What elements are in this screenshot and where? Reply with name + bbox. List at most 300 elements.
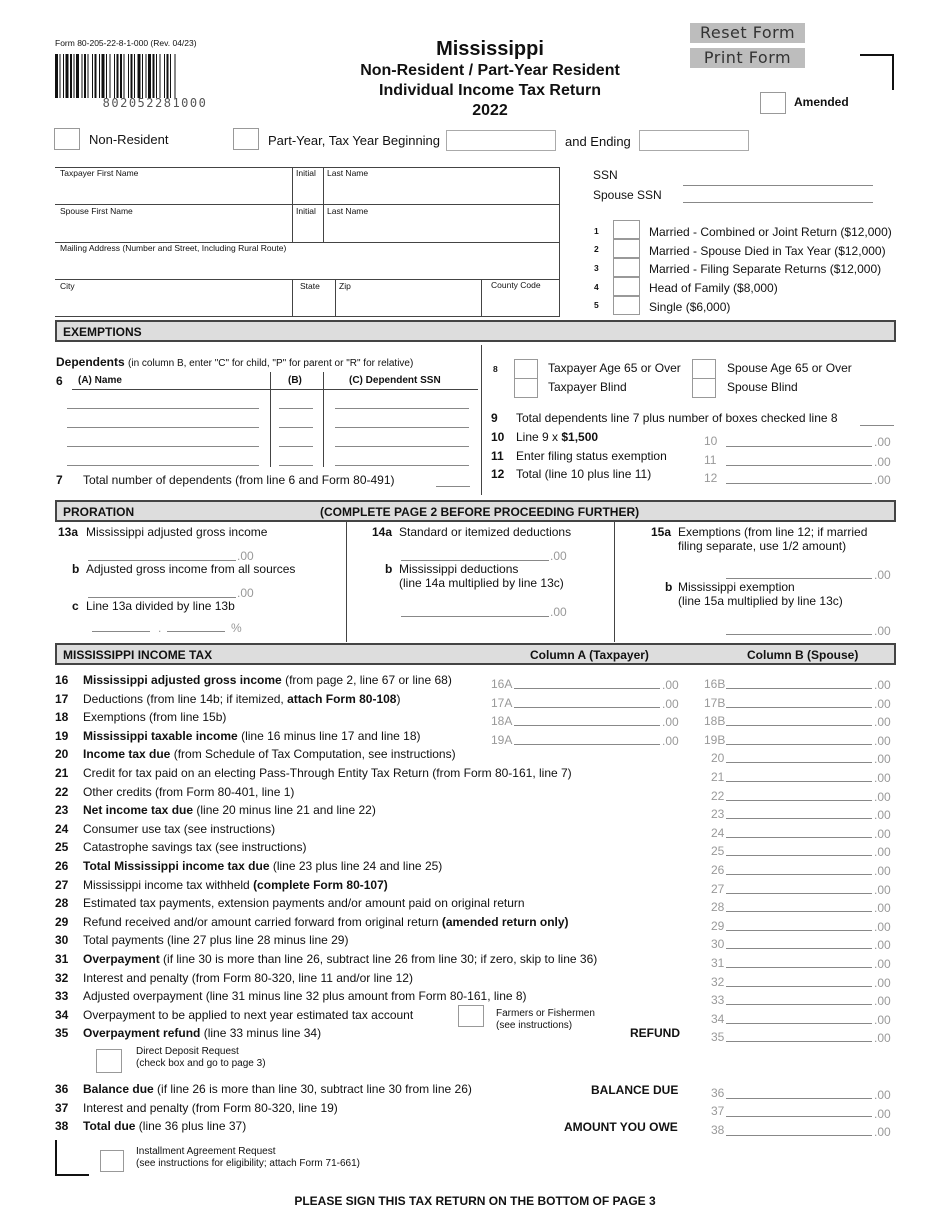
line-20-label (83, 747, 456, 761)
sign-notice: PLEASE SIGN THIS TAX RETURN ON THE BOTTOM OF PAGE 3 (294, 1194, 656, 1208)
filing-status-3-checkbox[interactable] (613, 258, 640, 277)
line-15b-label-1: Mississippi exemption (678, 580, 795, 594)
non-resident-label: Non-Resident (89, 132, 169, 147)
line-12-num: 12 (491, 467, 505, 481)
line-32-num: 32 (55, 971, 69, 985)
line-31-input[interactable] (726, 953, 872, 968)
line-24-input[interactable] (726, 823, 872, 838)
line-12-cents: .00 (874, 473, 891, 487)
line-11-field-label: 11 (704, 453, 717, 467)
line-27-field-label: 27 (711, 882, 725, 896)
line-31-label (83, 952, 597, 966)
line-13c-whole-input[interactable] (92, 617, 150, 632)
dep-4-name-input[interactable] (67, 449, 259, 466)
dependents-label-row (56, 355, 413, 369)
line-36-label-bold: Balance due (83, 1082, 154, 1096)
filing-status-num-3: 3 (594, 263, 599, 273)
line-38-num: 38 (55, 1119, 69, 1133)
line-19b-cents: .00 (874, 734, 891, 748)
line-35-label-bold: Overpayment refund (83, 1026, 201, 1040)
line-20-label-bold: Income tax due (83, 747, 171, 761)
line-34-num: 34 (55, 1008, 69, 1022)
filing-status-num-5: 5 (594, 300, 599, 310)
line-15b-input[interactable] (726, 620, 872, 635)
line-19b-input[interactable] (726, 730, 872, 745)
line-14b-label-1: Mississippi deductions (399, 562, 519, 576)
line-15b-label-2: (line 15a multiplied by line 13c) (678, 594, 843, 608)
line-37-label: Interest and penalty (from Form 80-320, line 19) (83, 1101, 338, 1115)
line-11-label: Enter filing status exemption (516, 449, 667, 463)
line-22-field-label: 22 (711, 789, 725, 803)
line-32-cents: .00 (874, 976, 891, 990)
line-31-label-bold: Overpayment (83, 952, 160, 966)
taxpayer-first-name-input[interactable] (58, 180, 290, 202)
city-input[interactable] (58, 293, 290, 315)
line-10-num: 10 (491, 430, 505, 444)
line-26-label-bold: Total Mississippi income tax due (83, 859, 270, 873)
line-22-input[interactable] (726, 786, 872, 801)
direct-deposit-label-2: (check box and go to page 3) (136, 1058, 266, 1069)
line-15a-cents: .00 (874, 568, 891, 582)
line-25-input[interactable] (726, 841, 872, 856)
direct-deposit-label (136, 1046, 266, 1070)
filing-status-4-label: Head of Family ($8,000) (649, 281, 778, 295)
line-12-label: Total (line 10 plus line 11) (516, 467, 652, 481)
spouse-65-label: Spouse Age 65 or Over (727, 361, 852, 375)
direct-deposit-checkbox[interactable] (96, 1049, 122, 1073)
line-33-label (83, 989, 527, 1003)
spouse-initial-label: Initial (296, 206, 316, 216)
state-label: State (300, 281, 320, 291)
line-13a-num: 13a (58, 525, 79, 539)
line-26-num: 26 (55, 859, 69, 873)
taxpayer-first-name-label: Taxpayer First Name (60, 168, 139, 178)
line-35-label-text: (line 33 minus line 34) (200, 1026, 322, 1040)
line-28-input[interactable] (726, 897, 872, 912)
line-18a-input[interactable] (514, 711, 660, 726)
spouse-ssn-input[interactable] (683, 184, 873, 203)
reset-form-button[interactable]: Reset Form (690, 23, 805, 43)
line-30-label-text: Total payments (line 27 plus line 28 minus line 29) (83, 933, 349, 947)
line-36-input[interactable] (726, 1084, 872, 1099)
line-15a-input[interactable] (726, 564, 872, 579)
amended-checkbox[interactable] (760, 92, 786, 114)
line-29-cents: .00 (874, 920, 891, 934)
line-36-field-label: 36 (711, 1086, 725, 1100)
line-13a-input[interactable] (88, 546, 236, 561)
line-6-num: 6 (56, 374, 63, 388)
dependents-label: Dependents (56, 355, 125, 369)
line-18b-field-label: 18B (704, 714, 726, 728)
dep-3-name-input[interactable] (67, 430, 259, 447)
line-15a-label-2: filing separate, use 1/2 amount) (678, 539, 847, 553)
line-28-label-text: Estimated tax payments, extension payments and/or amount paid on original return (83, 896, 525, 910)
farmers-label-1: Farmers or Fishermen (496, 1008, 595, 1019)
line-18a-cents: .00 (662, 715, 679, 729)
part-year-checkbox[interactable] (233, 128, 259, 150)
dep-1-relation-input[interactable] (279, 392, 313, 409)
line-30-input[interactable] (726, 934, 872, 949)
line-13a-cents: .00 (237, 549, 254, 563)
line-15b-label (678, 580, 843, 608)
line-37-input[interactable] (726, 1102, 872, 1117)
tax-year-beginning-input[interactable] (446, 130, 556, 151)
taxpayer-blind-label: Taxpayer Blind (548, 380, 627, 394)
line-22-cents: .00 (874, 790, 891, 804)
line-36-cents: .00 (874, 1088, 891, 1102)
amount-you-owe-label: AMOUNT YOU OWE (564, 1120, 678, 1134)
filing-status-1-checkbox[interactable] (613, 220, 640, 239)
line-13a-label: Mississippi adjusted gross income (86, 525, 268, 539)
line-21-input[interactable] (726, 767, 872, 782)
line-23-cents: .00 (874, 808, 891, 822)
line-14a-input[interactable] (401, 546, 549, 561)
line-25-field-label: 25 (711, 844, 725, 858)
line-19-label (83, 729, 421, 743)
line-20-label-text: (from Schedule of Tax Computation, see instructions) (170, 747, 456, 761)
exemptions-header: EXEMPTIONS (55, 320, 896, 342)
line-19-label-bold: Mississippi taxable income (83, 729, 238, 743)
dep-2-relation-input[interactable] (279, 411, 313, 428)
line-17b-input[interactable] (726, 693, 872, 708)
line-24-num: 24 (55, 822, 69, 836)
line-18-label (83, 710, 226, 724)
line-28-field-label: 28 (711, 900, 725, 914)
line-22-label (83, 785, 294, 799)
dep-2-ssn-input[interactable] (335, 411, 469, 428)
taxpayer-65-checkbox[interactable] (514, 359, 538, 379)
line-20-input[interactable] (726, 748, 872, 763)
line-34-cents: .00 (874, 1013, 891, 1027)
line-16a-cents: .00 (662, 678, 679, 692)
line-38-cents: .00 (874, 1125, 891, 1139)
line-26-input[interactable] (726, 860, 872, 875)
refund-label: REFUND (630, 1026, 680, 1040)
line-11-input[interactable] (726, 451, 872, 466)
farmers-checkbox[interactable] (458, 1005, 484, 1027)
column-b-header: Column B (Spouse) (747, 648, 859, 662)
line-14b-cents: .00 (550, 605, 567, 619)
line-18-label-text: Exemptions (from line 15b) (83, 710, 227, 724)
line-16-label-text: (from page 2, line 67 or line 68) (281, 673, 452, 687)
line-24-label (83, 822, 275, 836)
farmers-label-2: (see instructions) (496, 1020, 573, 1031)
taxpayer-initial-label: Initial (296, 168, 316, 178)
installment-agreement-checkbox[interactable] (100, 1150, 124, 1172)
line-9-num: 9 (491, 411, 498, 425)
dependents-note: (in column B, enter "C" for child, "P" for parent or "R" for relative) (128, 358, 414, 369)
form-title-line3: Individual Income Tax Return (379, 82, 601, 99)
installment-agreement-label (136, 1146, 360, 1170)
line-16-num: 16 (55, 673, 69, 687)
line-31-field-label: 31 (711, 956, 725, 970)
line-15b-cents: .00 (874, 624, 891, 638)
dep-col-b-header: (B) (288, 375, 302, 386)
line-35-cents: .00 (874, 1031, 891, 1045)
line-17-label-pre: Deductions (from line 14b; if itemized, (83, 692, 288, 706)
line-29-label (83, 915, 569, 929)
line-38-label (83, 1119, 246, 1133)
line-10-label-amount: $1,500 (561, 430, 599, 444)
spouse-65-checkbox[interactable] (692, 359, 716, 379)
mailing-address-label: Mailing Address (Number and Street, Including Rural Route) (60, 243, 287, 253)
taxpayer-65-label: Taxpayer Age 65 or Over (548, 361, 681, 375)
line-25-label-text: Catastrophe savings tax (see instructions) (83, 840, 307, 854)
line-27-num: 27 (55, 878, 69, 892)
line-10-field-label: 10 (704, 434, 718, 448)
line-13c-num: c (72, 599, 79, 613)
line-33-input[interactable] (726, 990, 872, 1005)
print-form-button[interactable]: Print Form (690, 48, 805, 68)
spouse-blind-label: Spouse Blind (727, 380, 798, 394)
taxpayer-last-name-input[interactable] (326, 180, 558, 202)
line-14b-label-2: (line 14a multiplied by line 13c) (399, 576, 564, 590)
line-25-label (83, 840, 306, 854)
form-title-line2: Non-Resident / Part-Year Resident (360, 62, 620, 79)
line-17a-cents: .00 (662, 697, 679, 711)
line-16a-input[interactable] (514, 674, 660, 689)
line-32-label-text: Interest and penalty (from Form 80-320, line 11 and/or line 12) (83, 971, 413, 985)
income-tax-title: MISSISSIPPI INCOME TAX (63, 648, 213, 662)
line-13b-cents: .00 (237, 586, 254, 600)
filing-status-4-checkbox[interactable] (613, 277, 640, 296)
line-13b-input[interactable] (88, 583, 236, 598)
filing-status-2-label: Married - Spouse Died in Tax Year ($12,000) (649, 244, 886, 258)
line-26-label (83, 859, 442, 873)
form-title-year: 2022 (472, 102, 508, 119)
spouse-last-name-label: Last Name (327, 206, 369, 216)
line-20-num: 20 (55, 747, 69, 761)
amended-label: Amended (794, 95, 849, 109)
line-16b-input[interactable] (726, 674, 872, 689)
dep-3-ssn-input[interactable] (335, 430, 469, 447)
barcode (55, 54, 255, 98)
line-33-label-text: Adjusted overpayment (line 31 minus line 32 plus amount from Form 80-161, line 8) (83, 989, 527, 1003)
taxpayer-initial-input[interactable] (295, 180, 321, 202)
line-19a-input[interactable] (514, 730, 660, 745)
line-17-label-bold: attach Form 80-108 (287, 692, 397, 706)
line-28-label (83, 896, 525, 910)
line-10-label-text: Line 9 x (516, 430, 562, 444)
line-36-label (83, 1082, 472, 1096)
line-33-field-label: 33 (711, 993, 725, 1007)
dep-4-relation-input[interactable] (279, 449, 313, 466)
county-code-label: County Code (491, 280, 541, 290)
line-25-num: 25 (55, 840, 69, 854)
spouse-first-name-input[interactable] (58, 218, 290, 240)
line-24-cents: .00 (874, 827, 891, 841)
line-13c-label: Line 13a divided by line 13b (86, 599, 235, 613)
dep-4-ssn-input[interactable] (335, 449, 469, 466)
line-17-num: 17 (55, 692, 69, 706)
line-28-cents: .00 (874, 901, 891, 915)
dep-1-ssn-input[interactable] (335, 392, 469, 409)
line-14b-input[interactable] (401, 602, 549, 617)
line-19-label-text: (line 16 minus line 17 and line 18) (237, 729, 421, 743)
non-resident-checkbox[interactable] (54, 128, 80, 150)
farmers-label (496, 1008, 595, 1032)
filing-status-2-checkbox[interactable] (613, 239, 640, 258)
line-16a-field-label: 16A (491, 677, 513, 691)
line-31-num: 31 (55, 952, 69, 966)
filing-status-3-label: Married - Filing Separate Returns ($12,000) (649, 262, 882, 276)
line-18a-field-label: 18A (491, 714, 513, 728)
line-10-label (516, 430, 598, 444)
line-11-cents: .00 (874, 455, 891, 469)
corner-mark (860, 54, 894, 90)
line-26-cents: .00 (874, 864, 891, 878)
form-number: Form 80-205-22-8-1-000 (Rev. 04/23) (55, 38, 197, 48)
line-21-field-label: 21 (711, 770, 725, 784)
line-20-field-label: 20 (711, 751, 725, 765)
ssn-label: SSN (593, 168, 618, 182)
zip-label: Zip (339, 281, 351, 291)
line-28-num: 28 (55, 896, 69, 910)
taxpayer-blind-checkbox[interactable] (514, 378, 538, 398)
line-23-input[interactable] (726, 804, 872, 819)
spouse-initial-input[interactable] (295, 218, 321, 240)
line-10-input[interactable] (726, 432, 872, 447)
line-38-label-bold: Total due (83, 1119, 136, 1133)
line-27-label-pre: Mississippi income tax withheld (83, 878, 254, 892)
line-37-field-label: 37 (711, 1104, 725, 1118)
line-13c-decimal-point: . (158, 621, 162, 635)
line-19b-field-label: 19B (704, 733, 726, 747)
line-14b-label (399, 562, 564, 590)
line-23-num: 23 (55, 803, 69, 817)
dep-1-name-input[interactable] (67, 392, 259, 409)
line-20-cents: .00 (874, 752, 891, 766)
line-36-num: 36 (55, 1082, 69, 1096)
line-15a-num: 15a (651, 525, 672, 539)
form-title-state: Mississippi (436, 38, 544, 60)
proration-title: PRORATION (63, 505, 135, 519)
line-34-label (83, 1008, 413, 1022)
line-16b-cents: .00 (874, 678, 891, 692)
line-9-input[interactable] (860, 410, 894, 426)
zip-input[interactable] (338, 293, 479, 315)
line-7-num: 7 (56, 473, 63, 487)
line-30-label (83, 933, 348, 947)
filing-status-num-1: 1 (594, 226, 599, 236)
line-23-field-label: 23 (711, 807, 725, 821)
line-16b-field-label: 16B (704, 677, 726, 691)
spouse-last-name-input[interactable] (326, 218, 558, 240)
line-14b-num: b (385, 562, 393, 576)
line-24-field-label: 24 (711, 826, 725, 840)
line-24-label-text: Consumer use tax (see instructions) (83, 822, 276, 836)
spouse-blind-checkbox[interactable] (692, 378, 716, 398)
line-35-input[interactable] (726, 1027, 872, 1042)
line-18-num: 18 (55, 710, 69, 724)
line-15a-label-1: Exemptions (from line 12; if married (678, 525, 868, 539)
line-19-num: 19 (55, 729, 69, 743)
line-26-label-text: (line 23 plus line 24 and line 25) (269, 859, 443, 873)
line-18b-cents: .00 (874, 715, 891, 729)
line-37-cents: .00 (874, 1107, 891, 1121)
line-34-label-text: Overpayment to be applied to next year estimated tax account (83, 1008, 414, 1022)
line-15b-num: b (665, 580, 673, 594)
line-26-field-label: 26 (711, 863, 725, 877)
line-7-input[interactable] (436, 470, 470, 487)
line-19a-cents: .00 (662, 734, 679, 748)
part-year-label: Part-Year, Tax Year Beginning (268, 133, 441, 148)
installment-agreement-label-2: (see instructions for eligibility; attach Form 71-661) (136, 1158, 360, 1169)
line-33-num: 33 (55, 989, 69, 1003)
line-27-cents: .00 (874, 883, 891, 897)
line-33-cents: .00 (874, 994, 891, 1008)
line-35-label (83, 1026, 321, 1040)
line-21-label (83, 766, 572, 780)
line-17-label (83, 692, 400, 706)
line-7-label: Total number of dependents (from line 6 and Form 80-491) (83, 473, 395, 487)
line-16-label (83, 673, 452, 687)
filing-status-5-checkbox[interactable] (613, 296, 640, 315)
line-10-cents: .00 (874, 435, 891, 449)
line-31-label-text: (if line 30 is more than line 26, subtract line 26 from line 30; if zero, skip to line 36) (159, 952, 598, 966)
line-8-num: 8 (493, 364, 498, 374)
line-38-input[interactable] (726, 1121, 872, 1136)
line-29-input[interactable] (726, 916, 872, 931)
line-36-label-text: (if line 26 is more than line 30, subtract line 30 from line 26) (153, 1082, 472, 1096)
line-38-field-label: 38 (711, 1123, 725, 1137)
proration-header (55, 500, 896, 522)
line-12-field-label: 12 (704, 471, 718, 485)
line-22-num: 22 (55, 785, 69, 799)
filing-status-num-4: 4 (594, 282, 599, 292)
line-22-label-text: Other credits (from Form 80-401, line 1) (83, 785, 295, 799)
line-14a-num: 14a (372, 525, 393, 539)
line-14a-label: Standard or itemized deductions (399, 525, 572, 539)
line-25-cents: .00 (874, 845, 891, 859)
line-27-label-bold: (complete Form 80-107) (253, 878, 388, 892)
line-30-num: 30 (55, 933, 69, 947)
column-a-header: Column A (Taxpayer) (530, 648, 649, 662)
line-21-num: 21 (55, 766, 69, 780)
dep-3-relation-input[interactable] (279, 430, 313, 447)
line-11-num: 11 (491, 449, 504, 463)
line-35-num: 35 (55, 1026, 69, 1040)
line-21-label-text: Credit for tax paid on an electing Pass-Through Entity Tax Return (from Form 80-161, line 7) (83, 766, 572, 780)
county-code-input[interactable] (484, 293, 558, 315)
line-29-label-pre: Refund received and/or amount carried forward from original return (83, 915, 442, 929)
taxpayer-last-name-label: Last Name (327, 168, 369, 178)
state-input[interactable] (295, 293, 333, 315)
line-17a-field-label: 17A (491, 696, 513, 710)
spouse-first-name-label: Spouse First Name (60, 206, 133, 216)
mailing-address-input[interactable] (58, 255, 558, 277)
tax-year-ending-input[interactable] (639, 130, 749, 151)
city-label: City (60, 281, 75, 291)
filing-status-5-label: Single ($6,000) (649, 300, 731, 314)
line-13c-decimal-input[interactable] (167, 617, 225, 632)
line-21-cents: .00 (874, 771, 891, 785)
installment-agreement-label-1: Installment Agreement Request (136, 1146, 276, 1157)
line-27-input[interactable] (726, 879, 872, 894)
line-32-input[interactable] (726, 972, 872, 987)
line-13b-label: Adjusted gross income from all sources (86, 562, 296, 576)
filing-status-1-label: Married - Combined or Joint Return ($12,000) (649, 225, 892, 239)
line-12-input[interactable] (726, 469, 872, 484)
line-37-num: 37 (55, 1101, 69, 1115)
dep-2-name-input[interactable] (67, 411, 259, 428)
line-18b-input[interactable] (726, 711, 872, 726)
line-34-input[interactable] (726, 1009, 872, 1024)
line-14a-cents: .00 (550, 549, 567, 563)
line-32-field-label: 32 (711, 975, 725, 989)
line-17a-input[interactable] (514, 693, 660, 708)
line-27-label (83, 878, 388, 892)
